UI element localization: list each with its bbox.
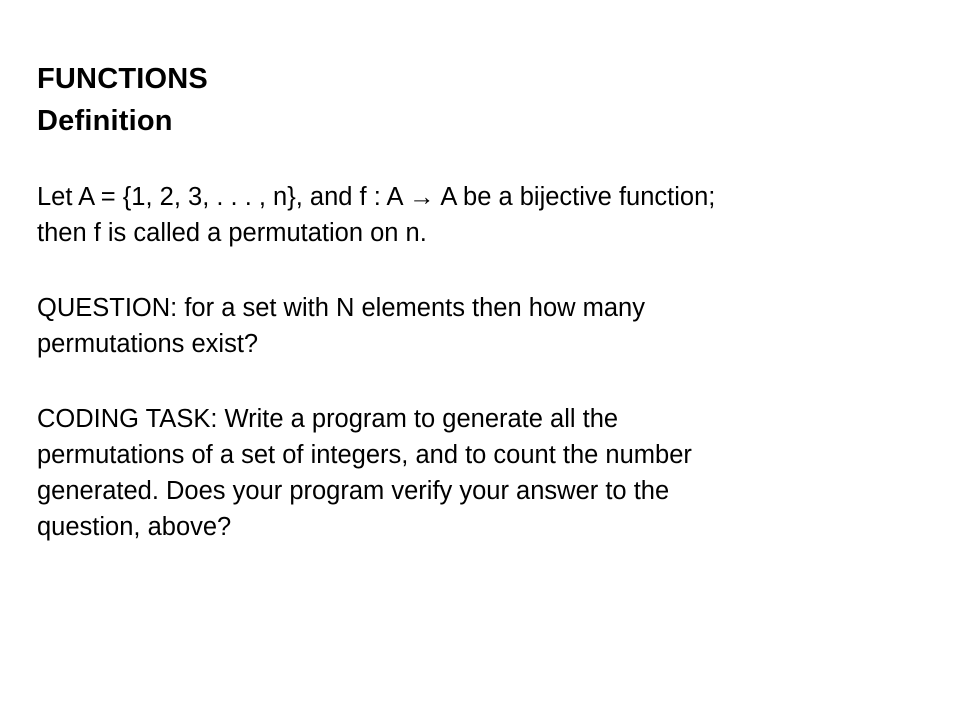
slide-content [37,58,917,545]
definition-paragraph [37,179,917,251]
definition-line: Let A = {1, 2, 3, . . . , n}, and f : A → A be a bijective function; [37,183,716,211]
question-line: QUESTION: for a set with N elements then how many [37,294,645,322]
coding-task-paragraph [37,401,917,545]
spacer [37,251,917,290]
question-line: permutations exist? [37,330,259,358]
slide-title: FUNCTIONS [37,63,208,95]
slide-subtitle: Definition [37,105,173,137]
coding-task-line: permutations of a set of integers, and to count the number [37,441,692,469]
spacer [37,142,917,179]
definition-line: then f is called a permutation on n. [37,219,427,247]
coding-task-line: CODING TASK: Write a program to generate all the [37,405,619,433]
coding-task-line: question, above? [37,513,232,541]
spacer [37,362,917,401]
question-paragraph [37,290,917,362]
coding-task-line: generated. Does your program verify your answer to the [37,477,670,505]
